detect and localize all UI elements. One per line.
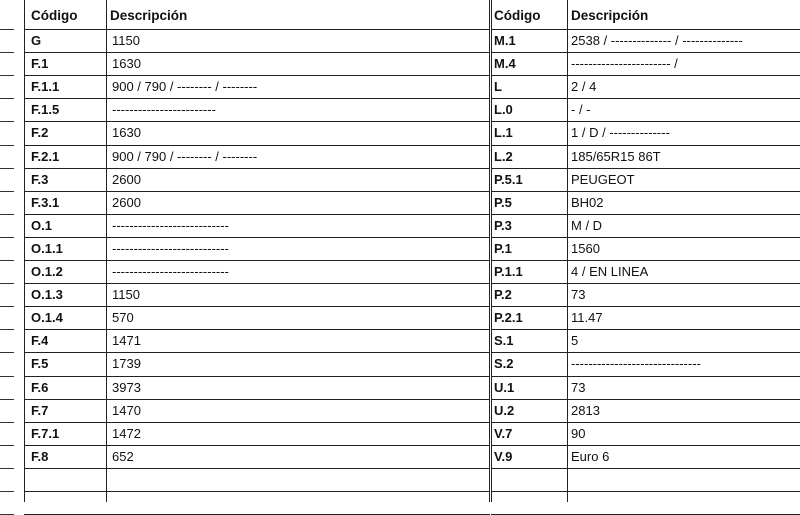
right-description-cell: Euro 6 bbox=[571, 448, 610, 464]
right-code-cell: P.2 bbox=[494, 287, 512, 303]
margin-tick bbox=[0, 352, 14, 353]
left-row bbox=[0, 283, 490, 306]
right-description-cell: ----------------------- / bbox=[571, 56, 678, 72]
row-divider bbox=[24, 376, 490, 377]
right-description-cell: - / - bbox=[571, 102, 591, 118]
right-code-cell: P.1.1 bbox=[494, 264, 523, 279]
left-description-cell: 900 / 790 / -------- / -------- bbox=[112, 148, 258, 164]
margin-tick bbox=[0, 399, 14, 400]
row-divider bbox=[24, 98, 490, 99]
right-description-cell: PEUGEOT bbox=[571, 171, 635, 187]
left-row bbox=[0, 75, 490, 98]
left-row bbox=[0, 376, 490, 399]
row-divider bbox=[24, 214, 490, 215]
left-description-cell: 1150 bbox=[112, 33, 140, 48]
margin-tick bbox=[0, 52, 14, 53]
margin-tick bbox=[0, 168, 14, 169]
row-divider bbox=[491, 376, 800, 377]
left-code-cell: F.3.1 bbox=[31, 194, 60, 210]
right-code-cell: P.5.1 bbox=[494, 171, 523, 187]
row-divider bbox=[491, 399, 800, 400]
left-code-cell: F.8 bbox=[31, 448, 49, 464]
right-row bbox=[490, 29, 800, 52]
margin-tick bbox=[0, 445, 14, 446]
left-code-cell: F.6 bbox=[31, 379, 49, 395]
left-code-cell: F.7.1 bbox=[31, 425, 60, 441]
right-description-cell: M / D bbox=[571, 217, 603, 233]
left-row bbox=[0, 445, 490, 468]
left-row bbox=[0, 214, 490, 237]
row-divider bbox=[491, 214, 800, 215]
right-description-cell: 11.47 bbox=[571, 310, 603, 326]
right-description-cell: BH02 bbox=[571, 194, 604, 210]
right-description-cell: 2 / 4 bbox=[571, 79, 597, 95]
row-divider bbox=[24, 145, 490, 146]
left-description-cell: 900 / 790 / -------- / -------- bbox=[112, 79, 258, 95]
row-divider bbox=[491, 329, 800, 330]
margin-tick bbox=[0, 468, 14, 469]
right-row bbox=[490, 75, 800, 98]
row-divider bbox=[24, 121, 490, 122]
margin-tick bbox=[0, 191, 14, 192]
row-divider bbox=[24, 352, 490, 353]
row-divider bbox=[491, 445, 800, 446]
margin-tick bbox=[0, 237, 14, 238]
row-divider bbox=[491, 29, 800, 30]
left-code-cell: F.1.1 bbox=[31, 79, 60, 95]
left-description-cell: --------------------------- bbox=[112, 264, 229, 279]
row-divider bbox=[491, 422, 800, 423]
left-row bbox=[0, 422, 490, 445]
row-divider bbox=[491, 283, 800, 284]
row-divider bbox=[491, 98, 800, 99]
left-row bbox=[0, 260, 490, 283]
left-code-header: Código bbox=[31, 8, 78, 23]
right-row bbox=[490, 214, 800, 237]
right-row bbox=[490, 468, 800, 491]
left-description-cell: --------------------------- bbox=[112, 240, 229, 256]
right-description-cell: 2813 bbox=[571, 402, 600, 418]
right-description-cell: 5 bbox=[571, 333, 579, 349]
row-divider bbox=[491, 491, 800, 492]
left-description-cell: 2600 bbox=[112, 194, 141, 210]
right-code-cell: L.0 bbox=[494, 102, 513, 118]
right-row bbox=[490, 168, 800, 191]
left-description-cell: --------------------------- bbox=[112, 217, 229, 233]
left-code-cell: F.7 bbox=[31, 402, 49, 418]
left-row bbox=[0, 329, 490, 352]
right-code-cell: L.1 bbox=[494, 125, 513, 141]
left-code-cell: O.1.1 bbox=[31, 240, 63, 256]
right-code-cell: V.9 bbox=[494, 448, 513, 464]
row-divider bbox=[491, 75, 800, 76]
left-row bbox=[0, 98, 490, 121]
left-description-cell: 1150 bbox=[112, 287, 140, 303]
margin-tick bbox=[0, 260, 14, 261]
left-description-cell: ------------------------ bbox=[112, 102, 216, 118]
left-row bbox=[0, 191, 490, 214]
margin-tick bbox=[0, 283, 14, 284]
left-description-cell: 1470 bbox=[112, 402, 141, 418]
left-code-cell: O.1.3 bbox=[31, 287, 63, 303]
margin-tick bbox=[0, 214, 14, 215]
row-divider bbox=[491, 260, 800, 261]
row-divider bbox=[24, 52, 490, 53]
right-code-cell: P.1 bbox=[494, 240, 512, 256]
left-row bbox=[0, 168, 490, 191]
right-description-cell: 1560 bbox=[571, 240, 600, 256]
left-row bbox=[0, 468, 490, 491]
right-row bbox=[490, 237, 800, 260]
right-description-cell: 4 / EN LINEA bbox=[571, 264, 649, 279]
left-row bbox=[0, 306, 490, 329]
right-description-cell: 90 bbox=[571, 425, 586, 441]
row-divider bbox=[24, 283, 490, 284]
row-divider bbox=[24, 329, 490, 330]
row-divider bbox=[24, 75, 490, 76]
left-code-cell: F.3 bbox=[31, 171, 49, 187]
left-code-cell: F.2 bbox=[31, 125, 49, 141]
right-row bbox=[490, 422, 800, 445]
margin-tick bbox=[0, 98, 14, 99]
left-row bbox=[0, 29, 490, 52]
left-code-cell: F.4 bbox=[31, 333, 49, 349]
row-divider bbox=[491, 191, 800, 192]
margin-tick bbox=[0, 422, 14, 423]
row-divider bbox=[24, 306, 490, 307]
row-divider bbox=[491, 145, 800, 146]
right-row bbox=[490, 98, 800, 121]
right-code-cell: P.2.1 bbox=[494, 310, 523, 326]
left-description-cell: 1739 bbox=[112, 356, 141, 372]
left-row bbox=[0, 145, 490, 168]
left-code-cell: F.2.1 bbox=[31, 148, 60, 164]
right-code-cell: U.2 bbox=[494, 402, 515, 418]
left-description-cell: 652 bbox=[112, 448, 134, 464]
row-divider bbox=[491, 352, 800, 353]
margin-tick bbox=[0, 491, 14, 492]
left-row bbox=[0, 399, 490, 422]
left-code-cell: O.1.4 bbox=[31, 310, 63, 326]
right-code-cell: L.2 bbox=[494, 148, 513, 164]
margin-tick bbox=[0, 376, 14, 377]
row-divider bbox=[24, 445, 490, 446]
right-row bbox=[490, 352, 800, 375]
margin-tick bbox=[0, 121, 14, 122]
right-row bbox=[490, 52, 800, 75]
left-description-cell: 1472 bbox=[112, 425, 141, 441]
right-row bbox=[490, 399, 800, 422]
right-row bbox=[490, 191, 800, 214]
right-row bbox=[490, 376, 800, 399]
left-description-cell: 1630 bbox=[112, 125, 141, 141]
right-description-cell: 73 bbox=[571, 379, 586, 395]
right-description-cell: 185/65R15 86T bbox=[571, 148, 661, 164]
margin-tick bbox=[0, 306, 14, 307]
left-code-cell: G bbox=[31, 33, 42, 48]
left-row bbox=[0, 52, 490, 75]
margin-tick bbox=[0, 29, 14, 30]
row-divider bbox=[24, 491, 490, 492]
row-divider bbox=[24, 468, 490, 469]
left-code-cell: F.5 bbox=[31, 356, 49, 372]
margin-tick bbox=[0, 329, 14, 330]
row-divider bbox=[491, 306, 800, 307]
right-row bbox=[490, 121, 800, 144]
row-divider bbox=[24, 191, 490, 192]
left-row bbox=[0, 121, 490, 144]
right-row bbox=[490, 145, 800, 168]
row-divider bbox=[24, 237, 490, 238]
right-code-cell: S.2 bbox=[494, 356, 514, 372]
right-description-cell: ------------------------------ bbox=[571, 356, 701, 372]
left-description-cell: 1630 bbox=[112, 56, 141, 72]
row-divider bbox=[491, 52, 800, 53]
right-row bbox=[490, 306, 800, 329]
right-row bbox=[490, 283, 800, 306]
right-code-cell: L bbox=[494, 79, 502, 95]
right-row bbox=[490, 329, 800, 352]
left-description-cell: 2600 bbox=[112, 171, 141, 187]
row-divider bbox=[491, 168, 800, 169]
right-code-cell: P.3 bbox=[494, 217, 512, 233]
row-divider bbox=[491, 237, 800, 238]
row-divider bbox=[24, 168, 490, 169]
right-code-cell: U.1 bbox=[494, 379, 515, 395]
left-code-cell: O.1 bbox=[31, 217, 52, 233]
margin-tick bbox=[0, 75, 14, 76]
right-code-cell: S.1 bbox=[494, 333, 514, 349]
row-divider bbox=[24, 260, 490, 261]
right-code-cell: V.7 bbox=[494, 425, 513, 441]
right-description-cell: 73 bbox=[571, 287, 586, 303]
left-code-cell: F.1.5 bbox=[31, 102, 60, 118]
right-code-header: Código bbox=[494, 8, 541, 23]
right-description-cell: 1 / D / -------------- bbox=[571, 125, 670, 141]
right-code-cell: M.1 bbox=[494, 33, 516, 48]
left-row bbox=[0, 237, 490, 260]
left-description-cell: 1471 bbox=[112, 333, 141, 349]
right-row bbox=[490, 260, 800, 283]
right-description-cell: 2538 / -------------- / -------------- bbox=[571, 33, 743, 48]
left-description-cell: 3973 bbox=[112, 379, 141, 395]
row-divider bbox=[24, 422, 490, 423]
row-divider bbox=[24, 29, 490, 30]
row-divider bbox=[24, 399, 490, 400]
left-row bbox=[0, 352, 490, 375]
margin-tick bbox=[0, 145, 14, 146]
left-code-cell: F.1 bbox=[31, 56, 49, 72]
row-divider bbox=[491, 121, 800, 122]
left-code-cell: O.1.2 bbox=[31, 264, 63, 279]
row-divider bbox=[491, 468, 800, 469]
right-code-cell: P.5 bbox=[494, 194, 512, 210]
left-description-header: Descripción bbox=[110, 8, 188, 23]
right-description-header: Descripción bbox=[571, 8, 649, 23]
right-code-cell: M.4 bbox=[494, 56, 516, 72]
right-row bbox=[490, 445, 800, 468]
left-description-cell: 570 bbox=[112, 310, 134, 326]
